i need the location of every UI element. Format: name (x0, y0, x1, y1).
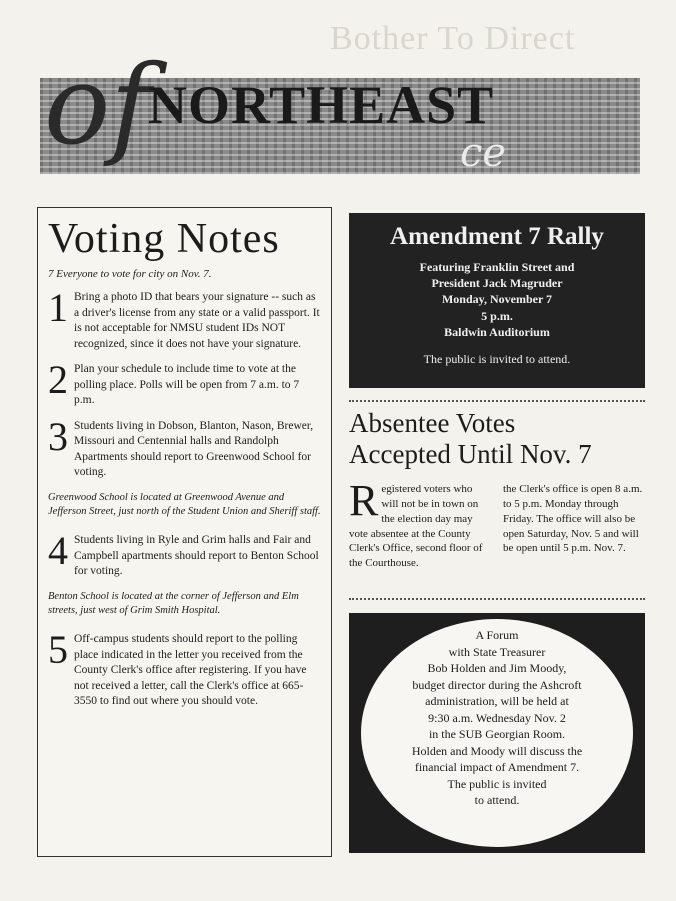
rally-title: Amendment 7 Rally (390, 223, 604, 250)
note-number: 4 (48, 528, 68, 574)
voting-notes-title: Voting Notes (48, 216, 280, 262)
note-number: 3 (48, 413, 68, 459)
drop-cap: R (349, 476, 379, 526)
forum-box (349, 613, 645, 853)
absentee-headline-line1: Absentee Votes (349, 408, 516, 438)
forum-line: Holden and Moody will discuss the (411, 743, 583, 758)
note-text: Students living in Dobson, Blanton, Nason, Brewer, Missouri and Centennial halls and Randolph Apartments should report to Greenwood School for voting. (74, 419, 314, 479)
bleed-through-text: Bother To Direct (330, 20, 576, 57)
greenwood-location-note: Greenwood School is located at Greenwood Avenue and Jefferson Street, just north of the Student Union and Sheriff staff. (48, 491, 321, 518)
voting-note (48, 285, 321, 352)
masthead-of: of (44, 41, 151, 169)
note-text: Students living in Ryle and Grim halls and Fair and Campbell apartments should report to Benton School for voting. (74, 534, 319, 578)
dotted-divider (349, 598, 645, 600)
forum-line: with State Treasurer (448, 644, 546, 659)
rally-line: Monday, November 7 (441, 292, 553, 307)
forum-text (385, 627, 609, 809)
forum-line: The public is invited (447, 776, 547, 791)
masthead-title: NORTHEAST (148, 75, 495, 135)
forum-line: Bob Holden and Jim Moody, (427, 661, 567, 676)
voting-intro: 7 Everyone to vote for city on Nov. 7. (48, 268, 212, 281)
voting-note (48, 627, 321, 710)
forum-line: financial impact of Amendment 7. (414, 760, 580, 775)
note-text: Plan your schedule to include time to vote at the polling place. Polls will be open from 7 a.m. to 7 p.m. (74, 363, 300, 407)
voting-note (48, 413, 321, 481)
forum-line: 9:30 a.m. Wednesday Nov. 2 (428, 710, 566, 725)
note-text: Off-campus students should report to the polling place indicated in the letter you received from the County Clerk's office after registering. If you have not received a letter, call the Clerk's office at 665-3550 to find out where you should vote. (74, 633, 307, 708)
rally-line: Featuring Franklin Street and (419, 260, 575, 274)
voting-note (48, 357, 321, 409)
voting-note (48, 528, 321, 580)
forum-line: A Forum (475, 628, 519, 642)
absentee-headline (349, 408, 645, 470)
rally-public-note: The public is invited to attend. (423, 351, 571, 366)
absentee-columns (349, 476, 645, 571)
masthead-subscript: ce (460, 130, 507, 176)
forum-line: administration, will be held at (425, 694, 569, 709)
benton-location-note: Benton School is located at the corner of Jefferson and Elm streets, just west of Grim Smith Hospital. (48, 590, 299, 616)
note-number: 1 (48, 285, 68, 331)
forum-line: budget director during the Ashcroft (412, 677, 582, 692)
absentee-column-2: the Clerk's office is open 8 a.m. to 5 p.m. Monday through Friday. The office will also be open Saturday, Nov. 5 and will be open until 5 p.m. Nov. 7. (503, 483, 643, 555)
rally-line: 5 p.m. (481, 308, 513, 323)
absentee-column-1 (349, 476, 491, 571)
voting-notes-box (37, 207, 332, 857)
absentee-headline-line2: Accepted Until Nov. 7 (349, 439, 592, 470)
rally-line: President Jack Magruder (431, 276, 563, 291)
note-text: Bring a photo ID that bears your signature -- such as a driver's license from any state or a valid passport. It is not acceptable for NMSU student IDs NOT recognized, since it does not have your signature. (74, 291, 320, 350)
absentee-article (349, 408, 645, 571)
rally-line: Baldwin Auditorium (444, 324, 550, 339)
dotted-divider (349, 400, 645, 402)
note-number: 2 (48, 357, 68, 403)
masthead (40, 41, 640, 180)
rally-box (349, 213, 645, 388)
forum-line: in the SUB Georgian Room. (428, 727, 566, 742)
note-number: 5 (48, 627, 68, 673)
absentee-col1-text: egistered voters who will not be in town on the election day may vote absentee at the County Clerk's Office, second floor of the Courthouse. (349, 483, 483, 570)
forum-line: to attend. (474, 793, 520, 808)
